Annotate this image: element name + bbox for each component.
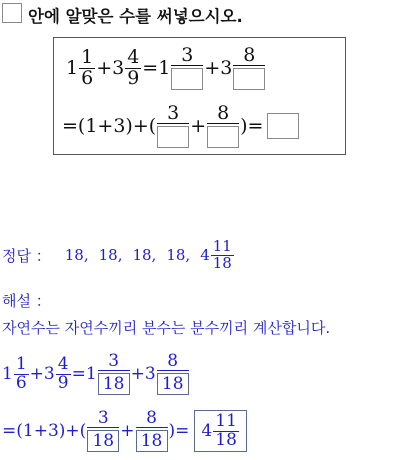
fraction-boxed-denominator: $\frac{3}{18}$ bbox=[87, 410, 119, 453]
fraction-boxed-denominator: $\frac{8}{18}$ bbox=[157, 353, 189, 396]
result-blank[interactable] bbox=[267, 113, 299, 139]
boxed-denominator: 18 bbox=[87, 430, 119, 452]
fraction-with-blank: 3 bbox=[157, 104, 189, 149]
equals-sign: = bbox=[175, 421, 190, 441]
fraction-with-blank: 8 bbox=[207, 104, 239, 149]
fraction-boxed-denominator: $\frac{8}{18}$ bbox=[136, 410, 168, 453]
close-paren: ) bbox=[168, 421, 176, 441]
explanation-line-2 bbox=[2, 406, 247, 456]
whole-number: 1 bbox=[2, 364, 13, 384]
question-line-1 bbox=[66, 44, 266, 92]
plus-sign: + bbox=[190, 115, 207, 137]
question-line-2 bbox=[62, 101, 299, 151]
answer-final-fraction: $\frac{11}{18}$ bbox=[212, 236, 232, 272]
fraction-with-blank: 3 bbox=[171, 46, 203, 91]
whole-number: 1 bbox=[66, 57, 79, 79]
boxed-denominator: 18 bbox=[157, 373, 189, 395]
explanation-label: 해설 ： bbox=[2, 292, 51, 310]
plus-sign: + bbox=[130, 364, 145, 384]
plus-sign: + bbox=[65, 421, 80, 441]
whole-number: 3 bbox=[112, 57, 125, 79]
whole-number: 1 bbox=[85, 364, 97, 384]
open-paren: ( bbox=[79, 421, 87, 441]
answer-value: 18, bbox=[132, 246, 157, 264]
result-fraction: $\frac{11}{18}$ bbox=[215, 410, 237, 450]
plus-sign: + bbox=[120, 421, 135, 441]
boxed-result bbox=[194, 410, 246, 453]
plus-sign: + bbox=[96, 57, 113, 79]
close-paren: ) bbox=[240, 115, 248, 137]
boxed-denominator: 18 bbox=[98, 373, 130, 395]
whole-number: 1 bbox=[158, 57, 171, 79]
fraction: $\frac{1}{6}$ bbox=[81, 45, 94, 89]
fraction: $\frac{4}{9}$ bbox=[127, 45, 140, 89]
answer-final-whole: 4 bbox=[200, 246, 210, 264]
fraction-boxed-denominator: $\frac{3}{18}$ bbox=[98, 353, 130, 396]
equals-sign: = bbox=[71, 364, 86, 384]
answer-value: 18, bbox=[64, 246, 89, 264]
explanation-text: 자연수는 자연수끼리 분수는 분수끼리 계산합니다. bbox=[2, 319, 331, 337]
whole-group: (1+3) bbox=[16, 421, 66, 441]
equals-sign: = bbox=[142, 57, 159, 79]
answer-blank-icon bbox=[2, 3, 22, 23]
boxed-denominator: 18 bbox=[136, 430, 168, 452]
denominator-blank[interactable] bbox=[207, 126, 239, 148]
denominator-blank[interactable] bbox=[171, 68, 203, 90]
explanation-line-1 bbox=[2, 350, 190, 398]
plus-sign: + bbox=[29, 364, 44, 384]
plus-sign: + bbox=[132, 115, 149, 137]
equals-sign: = bbox=[62, 115, 78, 137]
equals-sign: = bbox=[247, 115, 264, 137]
open-paren: ( bbox=[148, 115, 157, 137]
whole-group: (1+3) bbox=[77, 115, 133, 137]
whole-number: 3 bbox=[220, 57, 233, 79]
whole-number: 3 bbox=[43, 364, 55, 384]
fraction: $\frac{4}{9}$ bbox=[57, 353, 69, 393]
fraction: $\frac{1}{6}$ bbox=[15, 353, 27, 393]
fraction-with-blank: 8 bbox=[233, 46, 265, 91]
answer-label: 정답 ： bbox=[2, 246, 51, 265]
answer-value: 18, bbox=[98, 246, 123, 264]
whole-number: 3 bbox=[144, 364, 156, 384]
denominator-blank[interactable] bbox=[233, 68, 265, 90]
result-whole: 4 bbox=[201, 421, 213, 441]
plus-sign: + bbox=[204, 57, 221, 79]
instruction-text: 안에 알맞은 수를 써넣으시오. bbox=[28, 7, 243, 26]
equals-sign: = bbox=[2, 421, 17, 441]
denominator-blank[interactable] bbox=[157, 126, 189, 148]
answer-line bbox=[2, 235, 235, 275]
answer-value: 18, bbox=[166, 246, 191, 264]
